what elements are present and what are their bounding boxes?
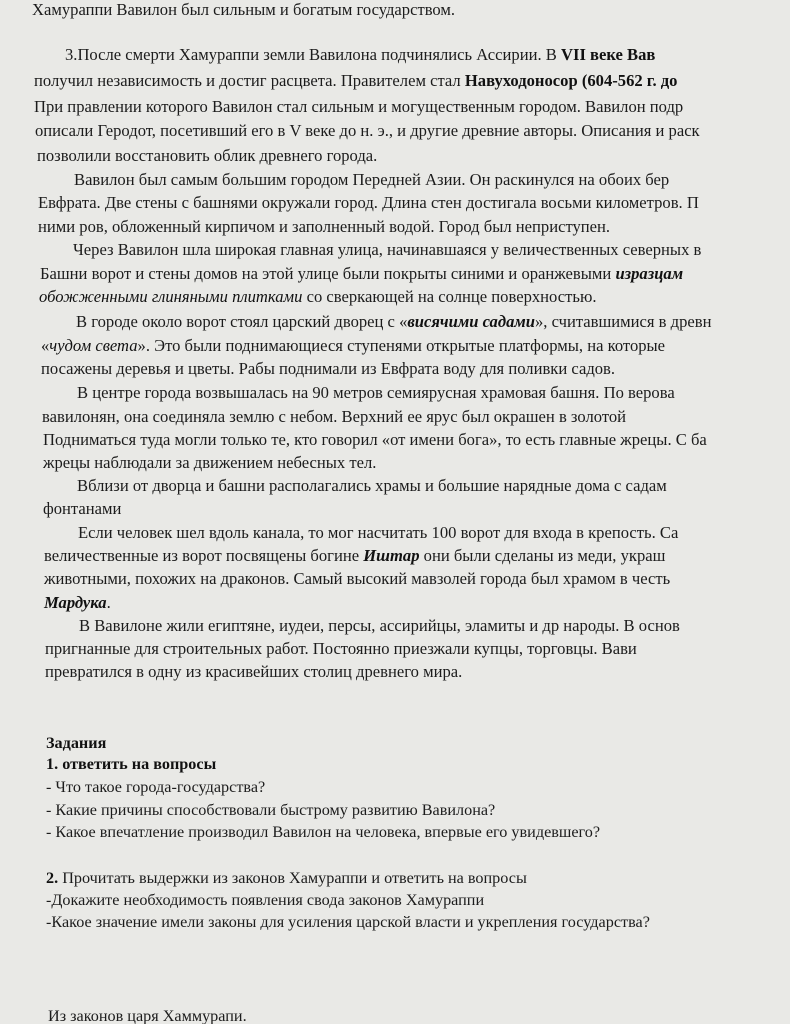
text-line: При правлении которого Вавилон стал сильным и могущественным городом. Вавилон подр (34, 97, 684, 116)
text-line: Вавилон был самым большим городом Передней Азии. Он раскинулся на обоих бер (74, 170, 670, 189)
text-line: пригнанные для строительных работ. Постоянно приезжали купцы, торговцы. Вави (45, 639, 637, 658)
text-line: Если человек шел вдоль канала, то мог насчитать 100 ворот для входа в крепость. Са (78, 523, 679, 542)
text-line: животными, похожих на драконов. Самый высокий мавзолей города был храмом в честь (44, 569, 671, 588)
text-line: Евфрата. Две стены с башнями окружали город. Длина стен достигала восьми километров. П (38, 193, 699, 212)
task-1-title: 1. ответить на вопросы (46, 755, 217, 773)
text-line: «чудом света». Это были поднимающиеся ступенями открытые платформы, на которые (41, 336, 666, 355)
text-line: посажены деревья и цветы. Рабы поднимали из Евфрата воду для поливки садов. (41, 359, 616, 378)
text-line: превратился в одну из красивейших столиц древнего мира. (45, 662, 463, 681)
text-line: фонтанами (43, 499, 122, 518)
task-question: - Что такое города-государства? (46, 778, 266, 796)
text-line: жрецы наблюдали за движением небесных тел. (43, 453, 377, 472)
text-line: Башни ворот и стены домов на этой улице были покрыты синими и оранжевыми изразцам (40, 264, 684, 283)
text-line: Подниматься туда могли только те, кто говорил «от имени бога», то есть главные жрецы. С ба (43, 430, 707, 449)
text-line: получил независимость и достиг расцвета. Правителем стал Навуходоносор (604-562 г. до (34, 71, 678, 90)
text-line: вавилонян, она соединяла землю с небом. Верхний ее ярус был окрашен в золотой (42, 407, 627, 426)
task-question: - Какие причины способствовали быстрому развитию Вавилона? (46, 801, 496, 819)
task-question: -Докажите необходимость появления свода законов Хамураппи (46, 891, 485, 909)
task-question: -Какое значение имели законы для усиления царской власти и укрепления государства? (46, 913, 650, 931)
text-line: Мардука. (44, 593, 111, 612)
text-line: Вблизи от дворца и башни располагались храмы и большие нарядные дома с садам (77, 476, 667, 495)
text-line: В Вавилоне жили египтяне, иудеи, персы, ассирийцы, эламиты и др народы. В основ (79, 616, 680, 635)
task-question: - Какое впечатление производил Вавилон на человека, впервые его увидевшего? (46, 823, 601, 841)
text-line: В городе около ворот стоял царский дворец с «висячими садами», считавшимися в древн (76, 312, 712, 331)
footer-text: Из законов царя Хаммурапи. (48, 1007, 247, 1024)
task-2-title: 2. Прочитать выдержки из законов Хамураппи и ответить на вопросы (46, 869, 527, 887)
text-line: описали Геродот, посетивший его в V веке до н. э., и другие древние авторы. Описания и раск (35, 121, 700, 140)
text-line: 3.После смерти Хамураппи земли Вавилона подчинялись Ассирии. В VII веке Вав (65, 45, 656, 64)
text-line: величественные из ворот посвящены богине Иштар они были сделаны из меди, украш (44, 546, 666, 565)
text-line: позволили восстановить облик древнего города. (37, 146, 378, 165)
tasks-heading: Задания (46, 734, 107, 752)
text-line: Через Вавилон шла широкая главная улица, начинавшаяся у величественных северных в (73, 240, 702, 259)
text-line: ними ров, обложенный кирпичом и заполненный водой. Город был неприступен. (38, 217, 611, 236)
text-line: Хамураппи Вавилон был сильным и богатым государством. (32, 0, 456, 19)
text-line: В центре города возвышалась на 90 метров семиярусная храмовая башня. По верова (77, 383, 675, 402)
text-line: обожженными глиняными плитками со сверкающей на солнце поверхностью. (39, 287, 597, 306)
